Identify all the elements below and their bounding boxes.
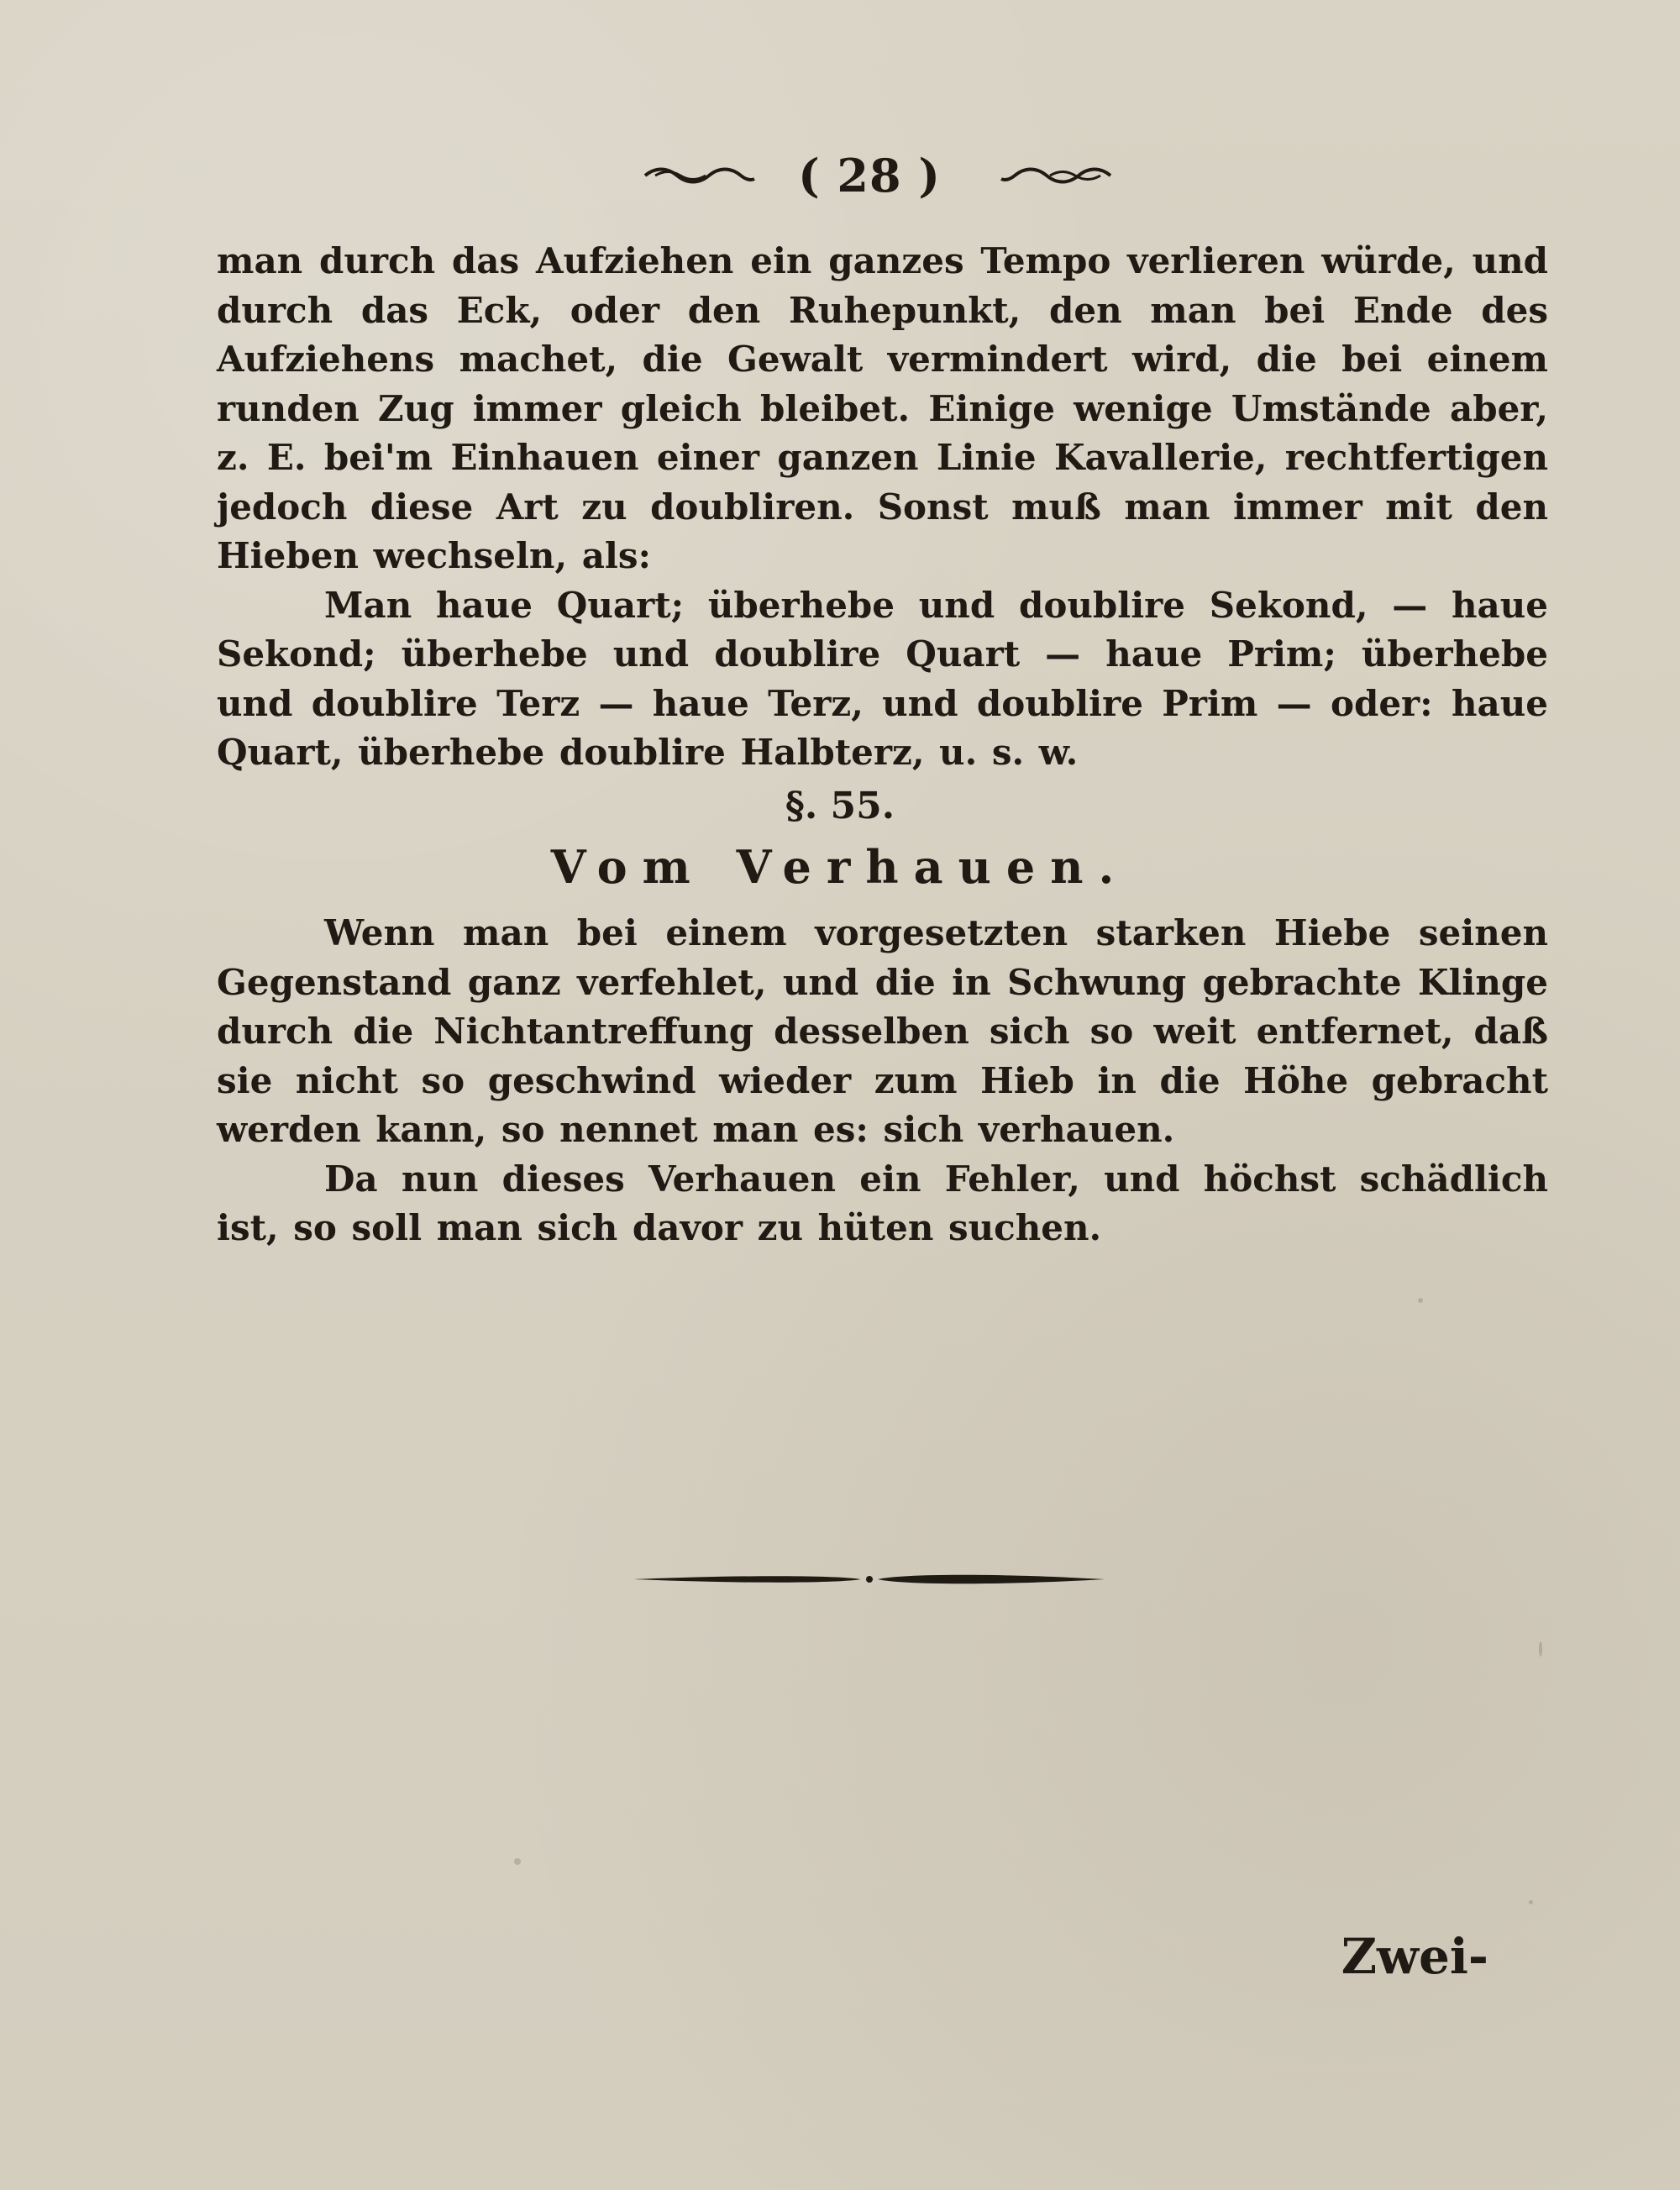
text-block-upper — [217, 237, 1548, 778]
paragraph-1: man durch das Aufziehen ein ganzes Tempo verlieren würde, und durch das Eck, oder den Ruhepunkt, den man bei Ende des Aufziehens machet, die Gewalt vermindert wird, die bei einem runden Zug immer gleich bleibet. Einige wenige Umstände aber, z. E. bei'm Einhauen einer ganzen Linie Kavallerie, rechtfertigen jedoch diese Art zu doubliren. Sonst muß man immer mit den Hieben wechseln, als: — [217, 240, 1548, 576]
paragraph-4: Da nun dieses Verhauen ein Fehler, und höchst schädlich ist, so soll man sich davor zu hüten suchen. — [217, 1158, 1548, 1248]
decorative-rule-icon — [634, 1570, 1105, 1589]
paper-spot — [514, 1858, 521, 1865]
section-number: §. 55. — [785, 785, 895, 827]
paper-spot — [1539, 1641, 1542, 1657]
paragraph-3: Wenn man bei einem vorgesetzten starken Hiebe seinen Gegenstand ganz verfehlet, und die in Schwung gebrachte Klinge durch die Nichtantreffung desselben sich so weit entfernet, daß sie nicht so geschwind wieder zum Hieb in die Höhe gebracht werden kann, so nennet man es: sich verhauen. — [217, 912, 1548, 1150]
page-header — [0, 145, 1680, 209]
right-ornament-icon — [1000, 165, 1117, 186]
section-title: Vom Verhauen. — [550, 840, 1130, 894]
text-block-lower — [217, 909, 1548, 1253]
left-ornament-icon — [638, 165, 756, 186]
page-number: ( 28 ) — [798, 149, 941, 202]
catchword: Zwei- — [1341, 1928, 1488, 1985]
paper-spot — [1418, 1298, 1423, 1303]
paragraph-2: Man haue Quart; überhebe und doublire Sekond, — haue Sekond; überhebe und doublire Quart — haue Prim; überhebe und doublire Terz — haue Terz, und doublire Prim — oder: haue Quart, überhebe doublire Halbterz, u. s. w. — [217, 584, 1548, 773]
paper-spot — [1529, 1900, 1533, 1904]
